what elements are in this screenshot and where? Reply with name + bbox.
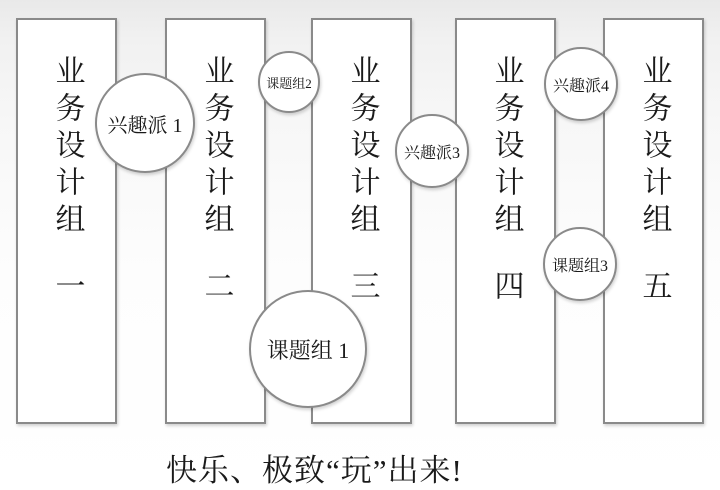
- circle-xingqupai-4-label: 兴趣派4: [552, 77, 609, 95]
- group-column-4: [455, 18, 556, 424]
- slogan-caption: 快乐、极致“玩”出来!: [166, 453, 463, 488]
- circle-xingqupai-4: [544, 47, 618, 121]
- group-column-5: [603, 18, 704, 424]
- label-gap: [505, 240, 506, 270]
- circle-ketizu-2: [258, 51, 320, 113]
- circle-ketizu-1: [249, 290, 367, 408]
- circle-xingqupai-3: [395, 114, 469, 188]
- circle-xingqupai-1-label: 兴趣派 1: [107, 114, 183, 137]
- group-column-1: [16, 18, 117, 424]
- label-gap: [653, 240, 654, 270]
- group-column-3-label: 业务设计组三: [345, 55, 379, 307]
- group-column-5-label: 业务设计组五: [637, 55, 671, 307]
- label-gap: [215, 240, 216, 270]
- label-gap: [66, 240, 67, 270]
- group-column-2-label: 业务设计组二: [199, 55, 233, 307]
- circle-ketizu-3: [543, 227, 617, 301]
- circle-xingqupai-1: [95, 73, 195, 173]
- circle-ketizu-2-label: 课题组2: [266, 75, 312, 91]
- label-gap: [361, 240, 362, 270]
- group-column-1-label: 业务设计组一: [50, 55, 84, 307]
- group-column-4-label: 业务设计组四: [489, 55, 523, 307]
- circle-ketizu-1-label: 课题组 1: [266, 337, 350, 363]
- circle-ketizu-3-label: 课题组3: [551, 257, 608, 275]
- circle-xingqupai-3-label: 兴趣派3: [403, 144, 460, 162]
